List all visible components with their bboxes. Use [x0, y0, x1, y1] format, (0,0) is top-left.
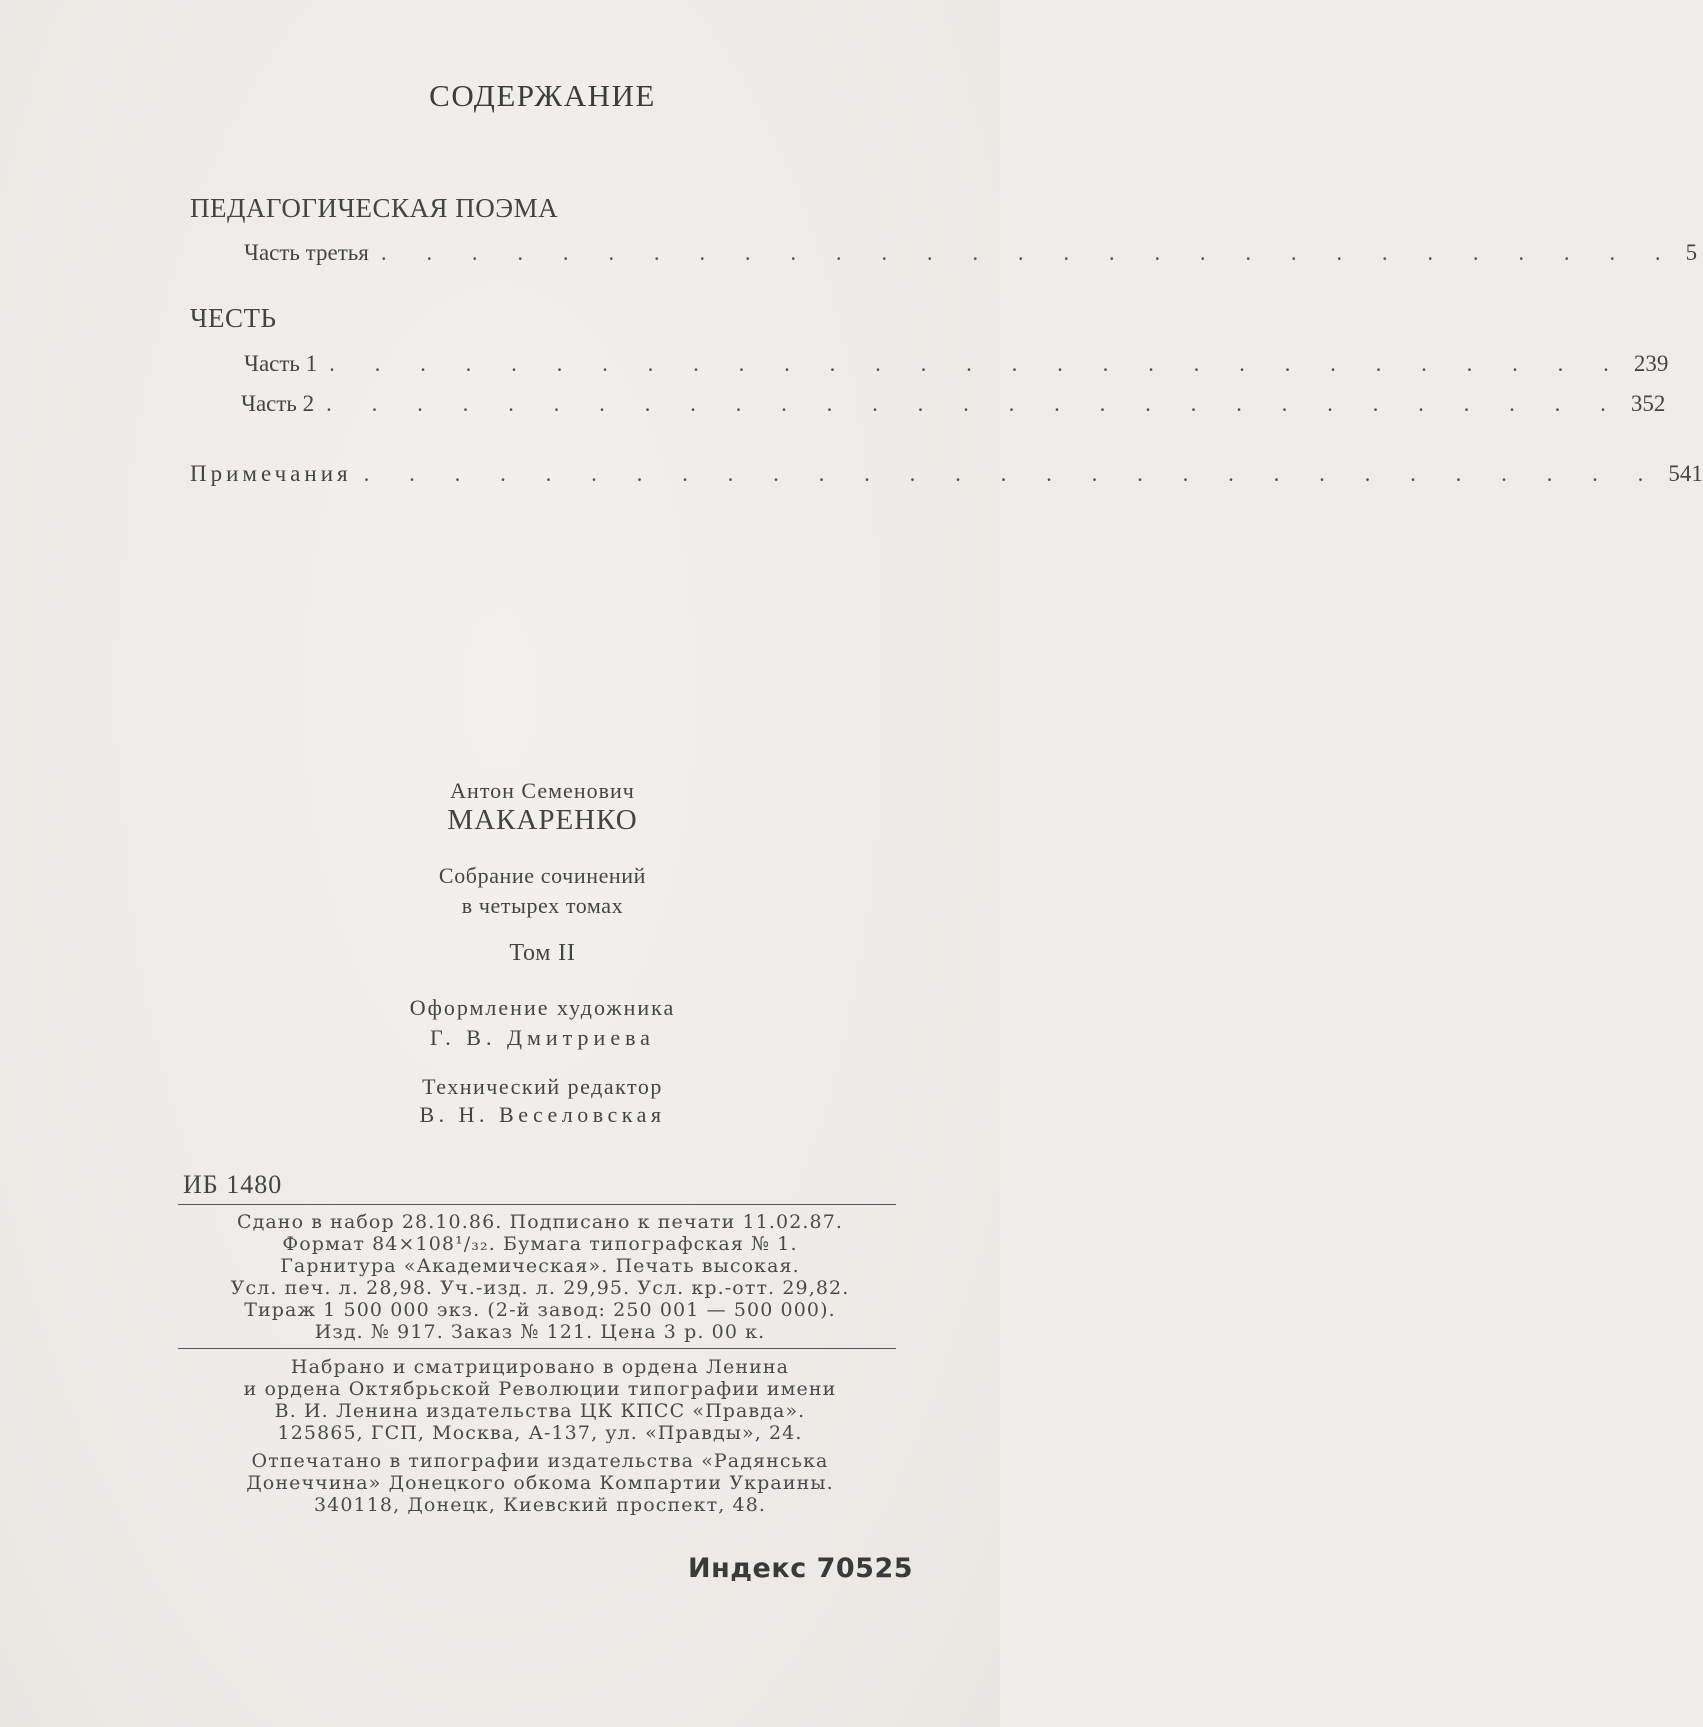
design-credit-name: Г. В. Дмитриева [430, 1025, 655, 1050]
toc-leader-dots: . . . . . . . . . . . . . . . . . . . . . . . . . . . . . [380, 240, 1678, 265]
toc-leader-dots: . . . . . . . . . . . . . . . . . . . . . . . . . . . . . [363, 461, 1661, 486]
collection-title-line1: Собрание сочинений [438, 863, 647, 888]
imprint-block-publication [160, 1211, 920, 1343]
imprint-line: Донеччина» Донецкого обкома Компартии Украины. [246, 1472, 834, 1494]
imprint-line: и ордена Октябрьской Революции типографии имени [243, 1378, 837, 1400]
toc-entry-page: 352 [1630, 391, 1666, 416]
ib-number: ИБ 1480 [183, 1170, 283, 1199]
imprint-line: Усл. печ. л. 28,98. Уч.-изд. л. 29,95. Усл. кр.-отт. 29,82. [230, 1277, 850, 1299]
toc-entry [244, 240, 1698, 266]
toc-entry-page: 239 [1633, 351, 1669, 376]
catalog-index: Индекс 70525 [688, 1553, 914, 1584]
toc-entry [244, 351, 1669, 377]
volume-number: Том II [509, 940, 576, 966]
toc-entry-page: 5 [1685, 240, 1698, 265]
imprint-block-typesetting [160, 1356, 920, 1444]
divider-rule [178, 1348, 896, 1349]
toc-notes-entry [190, 461, 1703, 487]
toc-entry [241, 391, 1666, 417]
imprint-block-printing [160, 1450, 920, 1516]
imprint-line: Отпечатано в типографии издательства «Радянська [251, 1450, 829, 1472]
toc-entry-page: 541 [1668, 461, 1703, 486]
author-name: Антон Семенович [450, 778, 635, 803]
toc-work-title: ПЕДАГОГИЧЕСКАЯ ПОЭМА [190, 193, 559, 223]
toc-entry-label: Часть 2 [241, 391, 315, 416]
toc-leader-dots: . . . . . . . . . . . . . . . . . . . . . . . . . . . . . [326, 391, 1623, 416]
imprint-line: Изд. № 917. Заказ № 121. Цена 3 р. 00 к. [314, 1321, 766, 1343]
design-credit-label: Оформление художника [409, 995, 676, 1020]
toc-entry-label: Примечания [190, 461, 352, 486]
toc-entry-label: Часть третья [244, 240, 369, 265]
author-surname: МАКАРЕНКО [447, 804, 638, 836]
imprint-line: Сдано в набор 28.10.86. Подписано к печати 11.02.87. [236, 1211, 844, 1233]
toc-entry-label: Часть 1 [244, 351, 318, 376]
imprint-line: 340118, Донецк, Киевский проспект, 48. [313, 1494, 767, 1516]
imprint-line: Набрано и сматрицировано в ордена Ленина [290, 1356, 790, 1378]
toc-heading: СОДЕРЖАНИЕ [429, 78, 656, 113]
divider-rule [178, 1204, 896, 1205]
imprint-line: Гарнитура «Академическая». Печать высокая. [280, 1255, 800, 1277]
collection-title-line2: в четырех томах [461, 893, 624, 918]
imprint-line: Формат 84×108¹/₃₂. Бумага типографская № 1. [282, 1233, 798, 1255]
imprint-line: В. И. Ленина издательства ЦК КПСС «Правда». [274, 1400, 806, 1422]
tech-editor-label: Технический редактор [422, 1074, 663, 1099]
toc-leader-dots: . . . . . . . . . . . . . . . . . . . . . . . . . . . . . [329, 351, 1626, 376]
imprint-line: 125865, ГСП, Москва, А-137, ул. «Правды», 24. [277, 1422, 803, 1444]
tech-editor-name: В. Н. Веселовская [419, 1102, 666, 1127]
toc-work-title: ЧЕСТЬ [190, 303, 277, 333]
imprint-line: Тираж 1 500 000 экз. (2-й завод: 250 001 — 500 000). [244, 1299, 836, 1321]
